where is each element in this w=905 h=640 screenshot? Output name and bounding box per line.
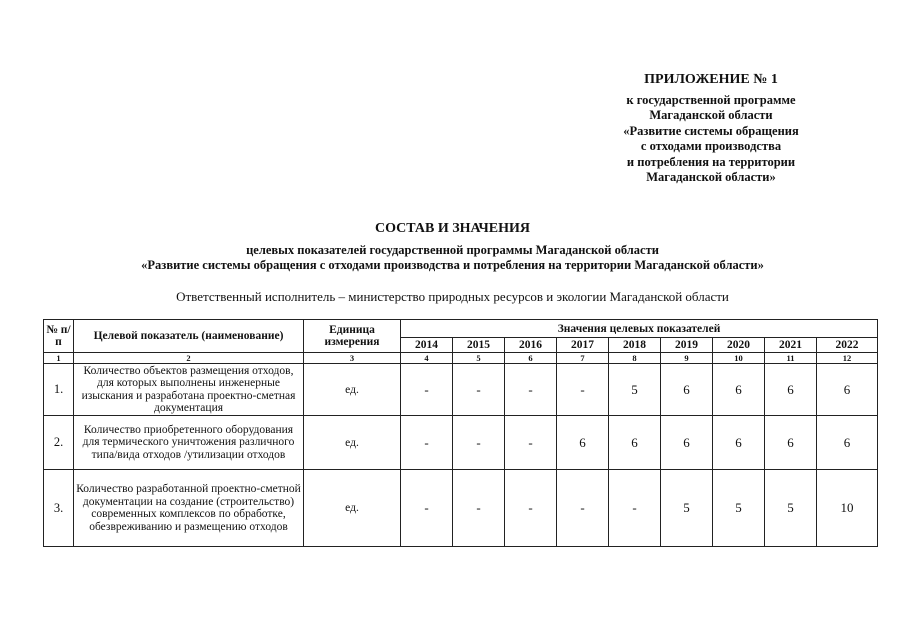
indicator-value: - (557, 364, 609, 416)
indicator-value: 6 (765, 416, 817, 470)
indicator-value: 6 (557, 416, 609, 470)
column-number: 5 (453, 353, 505, 364)
column-number: 3 (304, 353, 401, 364)
column-number: 9 (661, 353, 713, 364)
header-values: Значения целевых показателей (401, 320, 878, 338)
indicator-value: 6 (609, 416, 661, 470)
indicator-value: 10 (817, 470, 878, 547)
indicator-value: 5 (765, 470, 817, 547)
column-number: 1 (44, 353, 74, 364)
indicator-value: - (401, 416, 453, 470)
header-unit: Единица измерения (304, 320, 401, 353)
responsible-executor: Ответственный исполнитель – министерство природных ресурсов и экологии Магаданской области (176, 289, 729, 304)
column-number: 4 (401, 353, 453, 364)
indicator-value: - (453, 470, 505, 547)
indicator-value: - (557, 470, 609, 547)
column-numbers-row (44, 353, 878, 364)
indicator-value: - (505, 364, 557, 416)
document-subtitle: целевых показателей государственной программы Магаданской области (246, 243, 659, 257)
column-number: 11 (765, 353, 817, 364)
appendix-title: ПРИЛОЖЕНИЕ № 1 (644, 72, 778, 87)
indicator-name: Количество разработанной проектно-сметной документации на создание (строительство) современных комплексов по обработке, обезвреживанию и размещению отходов (74, 470, 304, 547)
year-header: 2017 (557, 338, 609, 353)
program-name: «Развитие системы обращения с отходами производства и потребления на территории Магаданской области» (141, 258, 764, 272)
indicator-value: 6 (817, 364, 878, 416)
year-header: 2019 (661, 338, 713, 353)
header-num: № п/п (44, 320, 74, 353)
indicator-unit: ед. (304, 470, 401, 547)
appendix-line: Магаданской области» (646, 170, 776, 184)
year-header: 2016 (505, 338, 557, 353)
year-header: 2021 (765, 338, 817, 353)
table-row (44, 470, 878, 547)
indicator-value: - (401, 470, 453, 547)
indicator-value: - (453, 416, 505, 470)
row-number: 1. (44, 364, 74, 416)
column-number: 8 (609, 353, 661, 364)
indicator-value: - (401, 364, 453, 416)
appendix-line: к государственной программе (626, 92, 796, 107)
appendix-line: и потребления на территории (626, 154, 796, 169)
appendix-line: Магаданской области (649, 108, 773, 122)
table-row (44, 364, 878, 416)
appendix-block (580, 72, 842, 186)
indicator-value: 5 (713, 470, 765, 547)
table-row (44, 416, 878, 470)
header-name: Целевой показатель (наименование) (74, 320, 304, 353)
indicator-value: 6 (713, 416, 765, 470)
indicator-value: - (609, 470, 661, 547)
indicator-unit: ед. (304, 416, 401, 470)
indicator-value: 6 (713, 364, 765, 416)
indicators-table (43, 319, 878, 547)
indicator-value: - (505, 416, 557, 470)
column-number: 12 (817, 353, 878, 364)
indicator-name: Количество приобретенного оборудования для термического уничтожения различного типа/вида отходов /утилизации отходов (74, 416, 304, 470)
row-number: 3. (44, 470, 74, 547)
column-number: 6 (505, 353, 557, 364)
year-header: 2020 (713, 338, 765, 353)
header-row (44, 320, 878, 338)
year-header: 2015 (453, 338, 505, 353)
document-title: СОСТАВ И ЗНАЧЕНИЯ (374, 221, 531, 236)
column-number: 10 (713, 353, 765, 364)
indicator-value: 5 (661, 470, 713, 547)
indicator-value: - (453, 364, 505, 416)
indicator-value: 6 (661, 416, 713, 470)
row-number: 2. (44, 416, 74, 470)
column-number: 2 (74, 353, 304, 364)
indicator-value: 6 (765, 364, 817, 416)
column-number: 7 (557, 353, 609, 364)
appendix-line: «Развитие системы обращения (623, 123, 799, 138)
year-header: 2018 (609, 338, 661, 353)
indicator-name: Количество объектов размещения отходов, для которых выполнены инженерные изыскания и разработана проектно-сметная документация (74, 364, 304, 416)
indicator-value: 5 (609, 364, 661, 416)
indicator-value: 6 (661, 364, 713, 416)
indicator-unit: ед. (304, 364, 401, 416)
appendix-line: с отходами производства (640, 139, 782, 153)
year-header: 2022 (817, 338, 878, 353)
year-header: 2014 (401, 338, 453, 353)
indicator-value: - (505, 470, 557, 547)
indicator-value: 6 (817, 416, 878, 470)
